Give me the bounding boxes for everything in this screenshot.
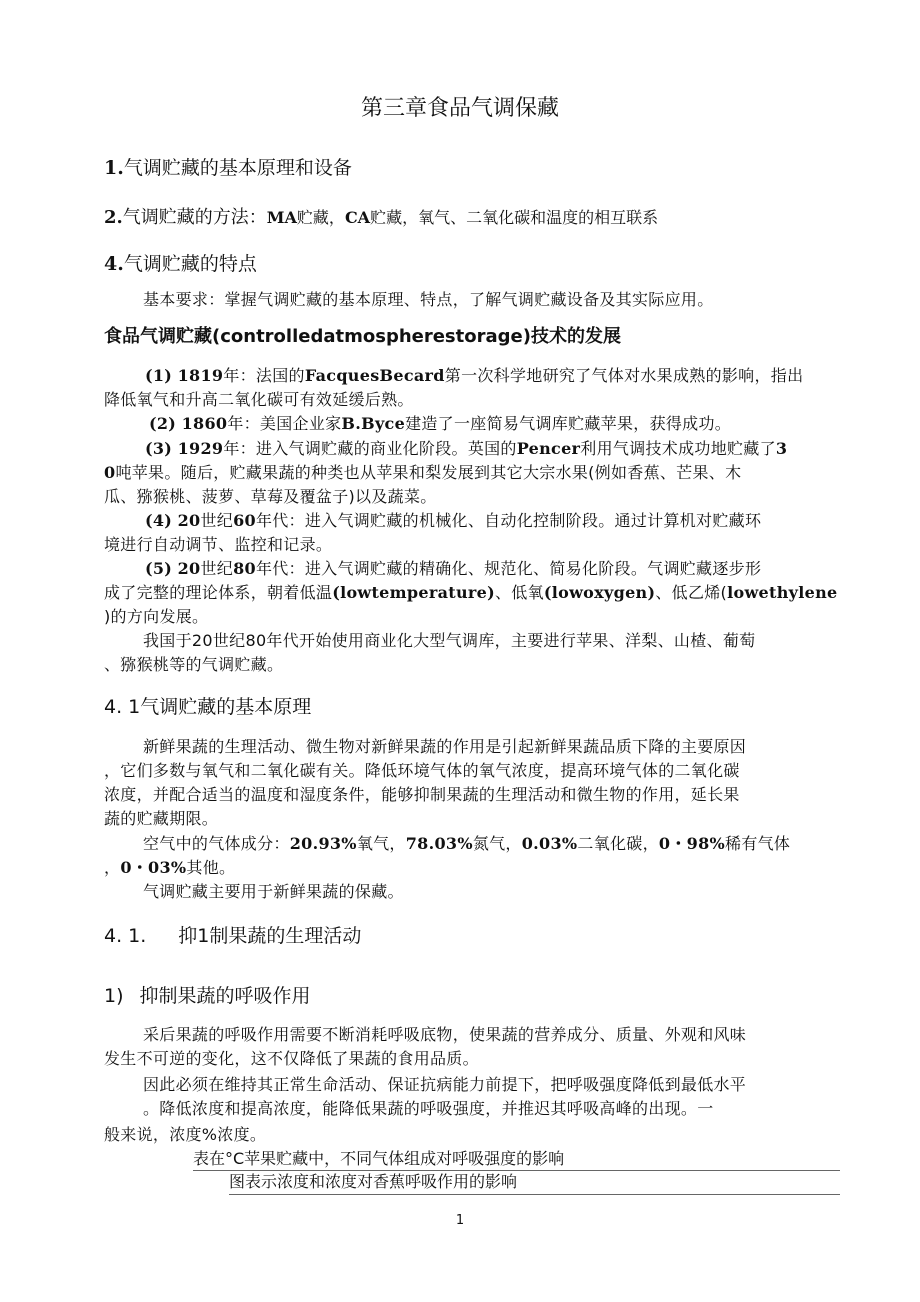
table-caption: 表在°C苹果贮藏中，不同气体组成对呼吸强度的影响 [193,1149,565,1168]
history-1929-line3: 瓜、猕猴桃、菠萝、草莓及覆盆子)以及蔬菜。 [104,487,437,506]
section-4-1-heading: 4. 1气调贮藏的基本原理 [104,696,312,718]
s41-para1-line2: ，它们多数与氧气和二氧化碳有关。降低环境气体的氧气浓度，提高环境气体的二氧化碳 [104,761,740,780]
basic-requirement: 基本要求：掌握气调贮藏的基本原理、特点，了解气调贮藏设备及其实际应用。 [143,290,714,309]
china-line2: 、猕猴桃等的气调贮藏。 [104,655,284,674]
resp-para2-line3: 般来说，浓度%浓度。 [104,1125,267,1144]
s41-para1-line1: 新鲜果蔬的生理活动、微生物对新鲜果蔬的作用是引起新鲜果蔬品质下降的主要原因 [143,737,747,756]
history-1960s-line2: 境进行自动调节、监控和记录。 [104,535,333,554]
history-1819-line2: 降低氧气和升高二氧化碳可有效延缓后熟。 [104,390,414,409]
outline-item-2: 2.气调贮藏的方法：MA贮藏，CA贮藏，氧气、二氧化碳和温度的相互联系 [104,207,659,228]
history-1929-line2: 0吨苹果。随后，贮藏果蔬的种类也从苹果和梨发展到其它大宗水果(例如香蕉、芒果、木 [104,463,742,482]
subsection-1-heading: 1) 抑制果蔬的呼吸作用 [104,985,311,1007]
page-title: 第三章食品气调保藏 [360,96,559,121]
resp-para2-line1: 因此必须在维持其正常生命活动、保证抗病能力前提下，把呼吸强度降低到最低水平 [143,1075,747,1094]
page-number: 1 [455,1213,465,1228]
section-4-1-1-heading: 4. 1. 抑1制果蔬的生理活动 [104,925,362,947]
caption-rule-1 [193,1170,840,1171]
outline-item-4: 4.气调贮藏的特点 [104,253,257,275]
resp-para1-line1: 采后果蔬的呼吸作用需要不断消耗呼吸底物，使果蔬的营养成分、质量、外观和风味 [143,1025,747,1044]
history-1819-line1: (1) 1819年：法国的FacquesBecard第一次科学地研究了气体对水果成熟的影响，指出 [145,366,804,385]
air-composition-line2: ，0・03%其他。 [104,858,236,877]
history-1929-line1: (3) 1929年：进入气调贮藏的商业化阶段。英国的Pencer利用气调技术成功地贮藏了3 [145,439,788,458]
history-1860: (2) 1860年：美国企业家B.Byce建造了一座简易气调库贮藏苹果，获得成功。 [149,414,732,433]
resp-para2-line2: 。降低浓度和提高浓度，能降低果蔬的呼吸强度，并推迟其呼吸高峰的出现。一 [143,1099,714,1118]
air-composition-line1: 空气中的气体成分：20.93%氧气，78.03%氮气，0.03%二氧化碳，0・98%稀有气体 [143,834,791,853]
resp-para1-line2: 发生不可逆的变化，这不仅降低了果蔬的食用品质。 [104,1049,479,1068]
history-1960s-line1: (4) 20世纪60年代：进入气调贮藏的机械化、自动化控制阶段。通过计算机对贮藏环 [145,511,762,530]
s41-para1-line4: 蔬的贮藏期限。 [104,809,219,828]
history-1980s-line2: 成了完整的理论体系，朝着低温(lowtemperature)、低氧(lowoxygen)、低乙烯(lowethylene [104,583,838,602]
history-1980s-line3: )的方向发展。 [104,607,209,626]
s41-para3: 气调贮藏主要用于新鲜果蔬的保藏。 [143,882,404,901]
caption-rule-2 [229,1194,840,1195]
history-1980s-line1: (5) 20世纪80年代：进入气调贮藏的精确化、规范化、简易化阶段。气调贮藏逐步形 [145,559,762,578]
china-line1: 我国于20世纪80年代开始使用商业化大型气调库，主要进行苹果、洋梨、山楂、葡萄 [143,631,756,650]
figure-caption: 图表示浓度和浓度对香蕉呼吸作用的影响 [229,1172,518,1191]
history-heading: 食品气调贮藏(controlledatmospherestorage)技术的发展 [104,326,621,347]
outline-item-1: 1.气调贮藏的基本原理和设备 [104,157,352,179]
s41-para1-line3: 浓度，并配合适当的温度和湿度条件，能够抑制果蔬的生理活动和微生物的作用，延长果 [104,785,740,804]
